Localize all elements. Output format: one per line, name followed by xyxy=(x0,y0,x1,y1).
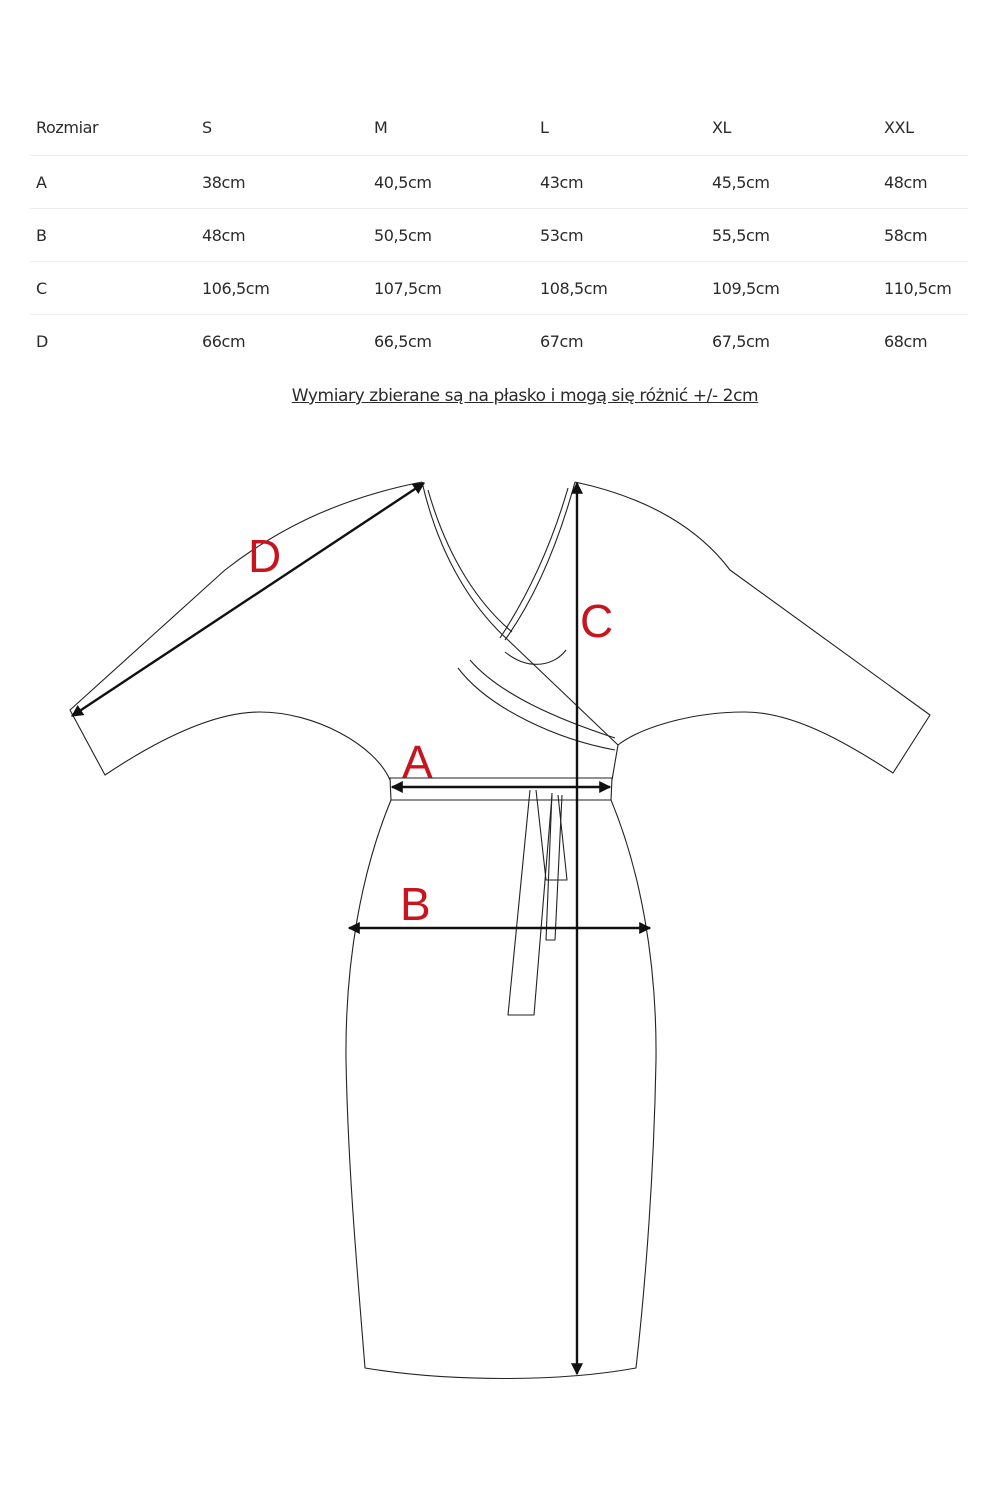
table-cell: C xyxy=(30,262,196,315)
table-header-cell: Rozmiar xyxy=(30,100,196,156)
table-cell: 107,5cm xyxy=(368,262,534,315)
table-header-cell: XL xyxy=(706,100,878,156)
table-cell: 66,5cm xyxy=(374,331,432,351)
measurement-note: Wymiary zbierane są na płasko i mogą się różnić +/- 2cm xyxy=(291,386,759,406)
skirt xyxy=(346,800,656,1379)
wrap-fold xyxy=(458,668,615,750)
measurement-arrows xyxy=(72,483,650,1374)
label-d: D xyxy=(248,530,282,582)
right-collar-inner xyxy=(500,488,568,638)
table-cell: 108,5cm xyxy=(534,262,706,315)
table-cell: 40,5cm xyxy=(368,156,534,209)
table-cell: D xyxy=(36,331,48,351)
left-collar-inner xyxy=(428,490,512,632)
table-cell: 48cm xyxy=(196,209,368,262)
label-c: C xyxy=(580,595,614,647)
table-cell: 66cm xyxy=(202,331,246,351)
table-header-cell: XXL xyxy=(878,100,968,156)
table-cell: 106,5cm xyxy=(196,262,368,315)
table-cell: 67,5cm xyxy=(712,331,770,351)
belt-tie-left xyxy=(508,790,552,1015)
table-cell: 50,5cm xyxy=(368,209,534,262)
left-sleeve xyxy=(70,482,422,780)
table-cell: 38cm xyxy=(196,156,368,209)
table-cell: 53cm xyxy=(534,209,706,262)
table-cell: 110,5cm xyxy=(878,262,968,315)
table-cell: B xyxy=(30,209,196,262)
right-collar xyxy=(505,482,575,640)
table-cell: 109,5cm xyxy=(706,262,878,315)
table-cell: 43cm xyxy=(534,156,706,209)
right-sleeve xyxy=(575,482,930,780)
table-cell: 67cm xyxy=(540,331,584,351)
table-cell: 45,5cm xyxy=(706,156,878,209)
wrap-fold-inner xyxy=(470,660,615,738)
dress-outline xyxy=(70,482,930,1379)
wrap-lapel xyxy=(505,650,566,664)
label-b: B xyxy=(400,878,431,930)
arrow-d xyxy=(72,483,424,716)
table-header-cell: M xyxy=(368,100,534,156)
table-cell: 68cm xyxy=(884,331,928,351)
table-header-cell: S xyxy=(196,100,368,156)
table-header-cell: L xyxy=(534,100,706,156)
table-cell: 55,5cm xyxy=(706,209,878,262)
table-cell: 48cm xyxy=(878,156,968,209)
table-cell: A xyxy=(30,156,196,209)
table-cell: 58cm xyxy=(878,209,968,262)
label-a: A xyxy=(402,736,433,788)
